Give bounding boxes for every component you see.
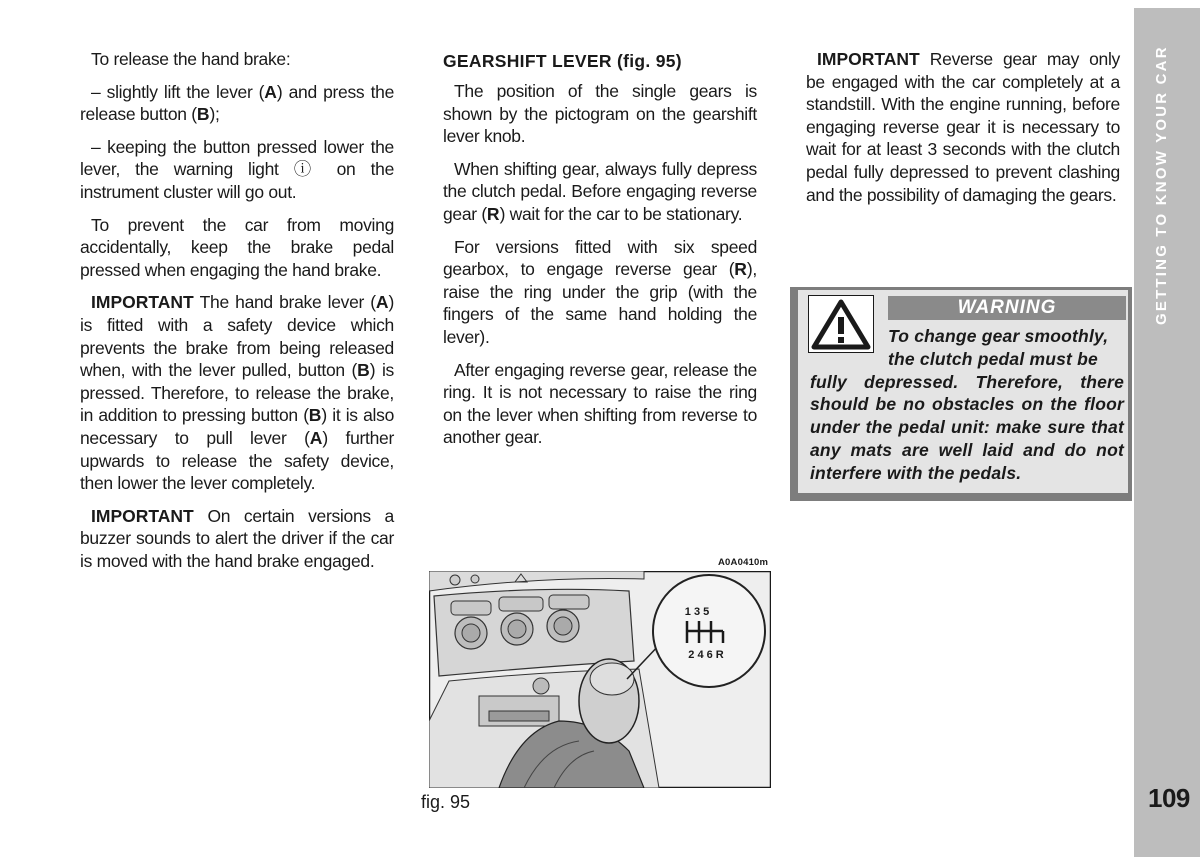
section-heading-gearshift: GEARSHIFT LEVER (fig. 95) <box>443 51 682 71</box>
gear-pattern-bottom-label: 2 4 6 R <box>688 649 724 661</box>
column-left <box>80 48 394 582</box>
warning-box <box>790 287 1132 501</box>
paragraph-shifting: When shifting gear, always fully depress the clutch pedal. Before engaging reverse gear (R) wait for the car to be stationary. <box>443 158 757 224</box>
column-right <box>806 48 1120 216</box>
paragraph-six-speed: For versions fitted with six speed gearbox, to engage reverse gear (R), raise the ring under the grip (with the fingers of the same hand holding the lever). <box>443 236 757 347</box>
figure-code: A0A0410m <box>718 557 769 568</box>
important-label: IMPORTANT <box>91 292 194 313</box>
paragraph-step-lift: – slightly lift the lever (A) and press the release button (B); <box>80 81 395 125</box>
important-label: IMPORTANT <box>91 505 194 526</box>
figure-caption: fig. 95 <box>421 792 471 812</box>
paragraph-important-safety: IMPORTANT The hand brake lever (A) is fitted with a safety device which prevents the brake from being released when, with the lever pulled, button (B) is pressed. Therefore, to release the brake, in addition to pressing button (B) it is also necessary to pull lever (A) further upwards to release the safety device, then lower the lever completely. <box>80 292 395 494</box>
paragraph-prevent-moving: To prevent the car from moving accidentally, keep the brake pedal pressed when engaging the hand brake. <box>80 214 394 280</box>
chapter-title: GETTING TO KNOW YOUR CAR <box>1153 45 1170 325</box>
paragraph-release-intro: To release the hand brake: <box>91 49 291 69</box>
paragraph-pictogram: The position of the single gears is shown by the pictogram on the gearshift lever knob. <box>443 81 757 147</box>
paragraph-important-reverse: IMPORTANT Reverse gear may only be engaged with the car completely at a standstill. With the engine running, before engaging reverse gear it is necessary to wait for at least 3 seconds with the clutch pedal fully depressed to prevent clashing and the possibility of damaging the gears. <box>806 49 1120 205</box>
page-number: 109 <box>1148 783 1190 813</box>
paragraph-step-lower: – keeping the button pressed lower the lever, the warning light ⓘ on the instrument cluster will go out. <box>80 136 394 202</box>
paragraph-important-buzzer: IMPORTANT On certain versions a buzzer sounds to alert the driver if the car is moved with the hand brake engaged. <box>80 505 394 571</box>
warning-title: WARNING <box>888 296 1126 320</box>
gearshift-illustration <box>429 571 771 788</box>
column-middle <box>443 48 757 459</box>
gear-pattern-top-label: 1 3 5 <box>684 606 710 618</box>
important-label: IMPORTANT <box>817 49 920 69</box>
warning-text: To change gear smoothly, the clutch pedal must be fully depressed. Therefore, there should be no obstacles on the floor under the pedal unit: make sure that any mats are well laid and do not interfere with the pedals. <box>810 326 1124 483</box>
paragraph-after-reverse: After engaging reverse gear, release the ring. It is not necessary to raise the ring on the lever when shifting from reverse to another gear. <box>443 359 757 448</box>
